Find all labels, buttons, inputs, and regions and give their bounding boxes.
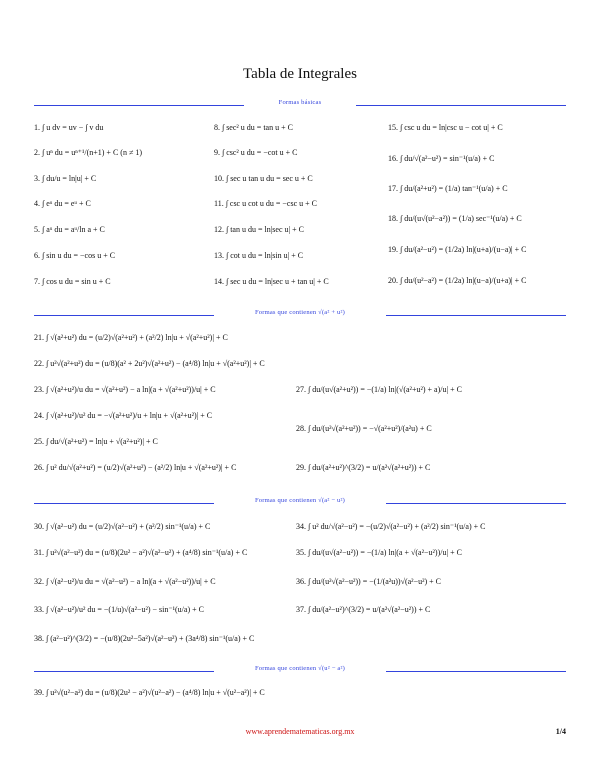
formula-39: 39. ∫ u²√(u²−a²) du = (u/8)(2u² − a²)√(u²−a²) − (a⁴/8) ln|u + √(u²−a²)| + C bbox=[34, 688, 265, 697]
formula-26: 26. ∫ u² du/√(a²+u²) = (u/2)√(a²+u²) − (a²/2) ln|u + √(a²+u²)| + C bbox=[34, 463, 237, 472]
formula-35: 35. ∫ du/(u√(a²−u²)) = −(1/a) ln|(a + √(a²−u²))/u| + C bbox=[296, 548, 462, 557]
formula-13: 13. ∫ cot u du = ln|sin u| + C bbox=[214, 251, 304, 260]
section-header-a2-minus-u2 bbox=[34, 497, 566, 511]
formula-25: 25. ∫ du/√(a²+u²) = ln|u + √(a²+u²)| + C bbox=[34, 437, 158, 446]
formula-33: 33. ∫ √(a²−u²)/u² du = −(1/u)√(a²−u²) − sin⁻¹(u/a) + C bbox=[34, 605, 204, 614]
formula-22: 22. ∫ u²√(a²+u²) du = (u/8)(a² + 2u²)√(a²+u²) − (a⁴/8) ln|u + √(a²+u²)| + C bbox=[34, 359, 265, 368]
formula-17: 17. ∫ du/(a²+u²) = (1/a) tan⁻¹(u/a) + C bbox=[388, 184, 508, 193]
formula-9: 9. ∫ csc² u du = −cot u + C bbox=[214, 148, 298, 157]
formula-8: 8. ∫ sec² u du = tan u + C bbox=[214, 123, 293, 132]
section-title: Formas que contienen √(u² − a²) bbox=[251, 665, 349, 672]
footer-url[interactable]: www.aprendematematicas.org.mx bbox=[245, 727, 355, 736]
formula-4: 4. ∫ eᵘ du = eᵘ + C bbox=[34, 199, 91, 208]
section-header-a2-plus-u2 bbox=[34, 309, 566, 323]
section-header-basic bbox=[34, 99, 566, 113]
formula-36: 36. ∫ du/(u²√(a²−u²)) = −(1/(a²u))√(a²−u²) + C bbox=[296, 577, 441, 586]
page-title: Tabla de Integrales bbox=[243, 66, 357, 82]
formula-14: 14. ∫ sec u du = ln|sec u + tan u| + C bbox=[214, 277, 329, 286]
section-title: Formas que contienen √(a² − u²) bbox=[251, 497, 349, 504]
formula-21: 21. ∫ √(a²+u²) du = (u/2)√(a²+u²) + (a²/2) ln|u + √(a²+u²)| + C bbox=[34, 333, 228, 342]
formula-30: 30. ∫ √(a²−u²) du = (u/2)√(a²−u²) + (a²/2) sin⁻¹(u/a) + C bbox=[34, 522, 211, 531]
formula-37: 37. ∫ du/(a²−u²)^(3/2) = u/(a²√(a²−u²)) + C bbox=[296, 605, 431, 614]
formula-7: 7. ∫ cos u du = sin u + C bbox=[34, 277, 111, 286]
formula-6: 6. ∫ sin u du = −cos u + C bbox=[34, 251, 116, 260]
formula-3: 3. ∫ du/u = ln|u| + C bbox=[34, 174, 97, 183]
formula-16: 16. ∫ du/√(a²−u²) = sin⁻¹(u/a) + C bbox=[388, 154, 495, 163]
formula-23: 23. ∫ √(a²+u²)/u du = √(a²+u²) − a ln|(a + √(a²+u²))/u| + C bbox=[34, 385, 216, 394]
formula-5: 5. ∫ aᵘ du = aᵘ/ln a + C bbox=[34, 225, 105, 234]
formula-18: 18. ∫ du/(u√(u²−a²)) = (1/a) sec⁻¹(u/a) + C bbox=[388, 214, 522, 223]
section-title: Formas básicas bbox=[275, 99, 326, 106]
formula-38: 38. ∫ (a²−u²)^(3/2) = −(u/8)(2u²−5a²)√(a²−u²) + (3a⁴/8) sin⁻¹(u/a) + C bbox=[34, 634, 255, 643]
formula-2: 2. ∫ uⁿ du = uⁿ⁺¹/(n+1) + C (n ≠ 1) bbox=[34, 148, 142, 157]
section-header-u2-minus-a2 bbox=[34, 665, 566, 679]
formula-32: 32. ∫ √(a²−u²)/u du = √(a²−u²) − a ln|(a + √(a²−u²))/u| + C bbox=[34, 577, 216, 586]
formula-15: 15. ∫ csc u du = ln|csc u − cot u| + C bbox=[388, 123, 503, 132]
formula-31: 31. ∫ u²√(a²−u²) du = (u/8)(2u² − a²)√(a²−u²) + (a⁴/8) sin⁻¹(u/a) + C bbox=[34, 548, 248, 557]
formula-27: 27. ∫ du/(u√(a²+u²)) = −(1/a) ln|(√(a²+u²) + a)/u| + C bbox=[296, 385, 462, 394]
formula-11: 11. ∫ csc u cot u du = −csc u + C bbox=[214, 199, 317, 208]
formula-20: 20. ∫ du/(u²−a²) = (1/2a) ln|(u−a)/(u+a)| + C bbox=[388, 276, 527, 285]
formula-1: 1. ∫ u dv = uv − ∫ v du bbox=[34, 123, 104, 132]
page-number: 1/4 bbox=[555, 727, 566, 736]
formula-10: 10. ∫ sec u tan u du = sec u + C bbox=[214, 174, 313, 183]
formula-24: 24. ∫ √(a²+u²)/u² du = −√(a²+u²)/u + ln|u + √(a²+u²)| + C bbox=[34, 411, 213, 420]
formula-19: 19. ∫ du/(a²−u²) = (1/2a) ln|(u+a)/(u−a)| + C bbox=[388, 245, 527, 254]
formula-34: 34. ∫ u² du/√(a²−u²) = −(u/2)√(a²−u²) + (a²/2) sin⁻¹(u/a) + C bbox=[296, 522, 486, 531]
section-title: Formas que contienen √(a² + u²) bbox=[251, 309, 349, 316]
formula-12: 12. ∫ tan u du = ln|sec u| + C bbox=[214, 225, 304, 234]
formula-29: 29. ∫ du/(a²+u²)^(3/2) = u/(a²√(a²+u²)) + C bbox=[296, 463, 431, 472]
formula-28: 28. ∫ du/(u²√(a²+u²)) = −√(a²+u²)/(a²u) + C bbox=[296, 424, 432, 433]
